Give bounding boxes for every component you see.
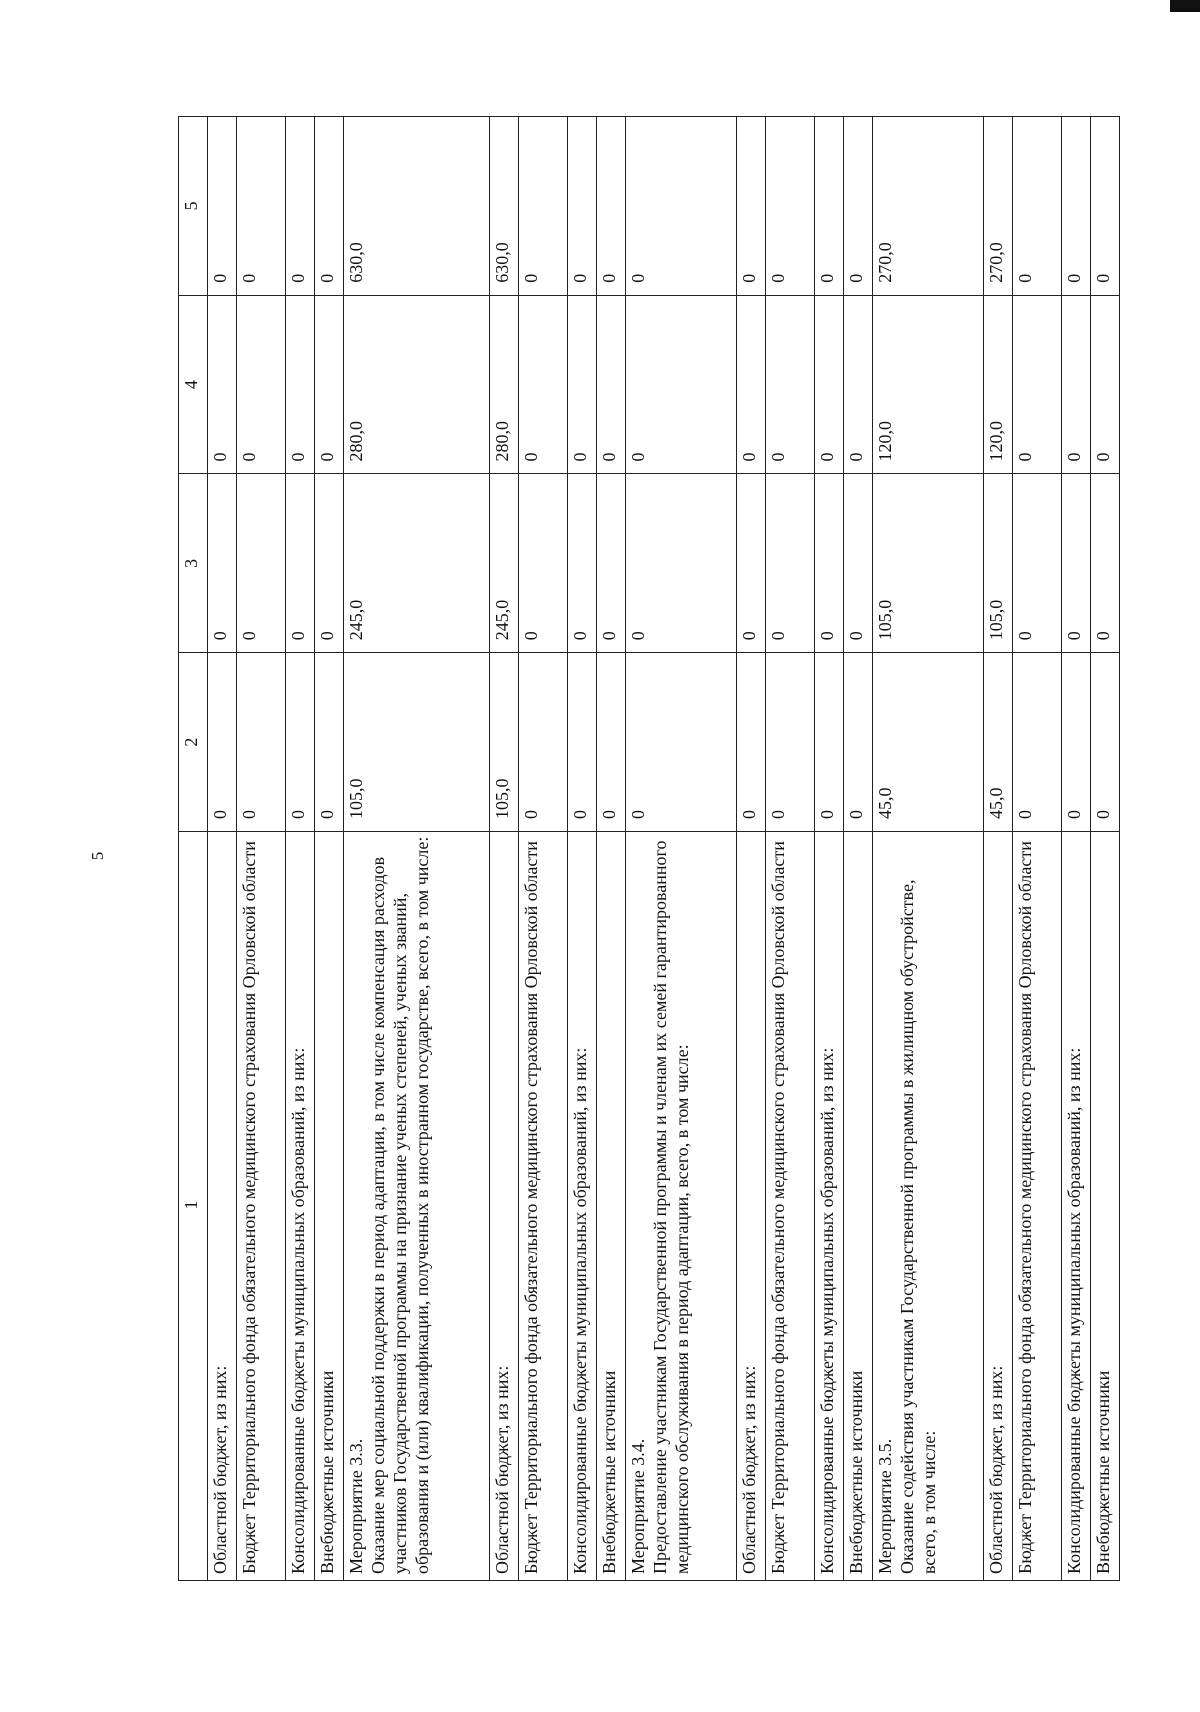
table-row — [597, 117, 626, 1581]
table-row — [568, 117, 597, 1581]
value-cell: 120,0 — [984, 295, 1013, 474]
value-cell: 0 — [1062, 653, 1091, 832]
value-cell: 0 — [208, 474, 237, 653]
table-row — [208, 117, 237, 1581]
value-cell: 45,0 — [984, 653, 1013, 832]
value-cell: 245,0 — [490, 474, 519, 653]
value-cell: 0 — [844, 474, 873, 653]
row-label — [626, 832, 737, 1581]
table-row — [1013, 117, 1062, 1581]
value-cell: 0 — [519, 653, 568, 832]
measure-title: Мероприятие 3.4. — [628, 1438, 649, 1574]
header-cell: 3 — [179, 474, 208, 653]
value-cell: 0 — [815, 653, 844, 832]
value-cell: 0 — [766, 474, 815, 653]
row-label: Бюджет Территориального фонда обязательного медицинского страхования Орловской области — [237, 832, 286, 1581]
value-cell: 270,0 — [873, 117, 984, 296]
value-cell: 0 — [597, 295, 626, 474]
value-cell: 0 — [815, 295, 844, 474]
value-cell: 0 — [737, 653, 766, 832]
value-cell: 0 — [315, 653, 344, 832]
value-cell: 0 — [766, 295, 815, 474]
value-cell: 0 — [568, 653, 597, 832]
row-label: Консолидированные бюджеты муниципальных образований, из них: — [568, 832, 597, 1581]
table-row — [626, 117, 737, 1581]
row-label: Областной бюджет, из них: — [208, 832, 237, 1581]
row-label: Внебюджетные источники — [597, 832, 626, 1581]
value-cell: 45,0 — [873, 653, 984, 832]
table-row — [286, 117, 315, 1581]
budget-table — [178, 116, 1120, 1581]
table-header-row — [179, 117, 208, 1581]
value-cell: 0 — [844, 653, 873, 832]
value-cell: 270,0 — [984, 117, 1013, 296]
table-row — [519, 117, 568, 1581]
table-row — [1062, 117, 1091, 1581]
value-cell: 280,0 — [490, 295, 519, 474]
value-cell: 0 — [519, 295, 568, 474]
value-cell: 0 — [815, 117, 844, 296]
table-row — [315, 117, 344, 1581]
row-label: Внебюджетные источники — [1091, 832, 1120, 1581]
value-cell: 0 — [766, 653, 815, 832]
row-label — [344, 832, 490, 1581]
header-cell: 1 — [179, 832, 208, 1581]
value-cell: 0 — [208, 295, 237, 474]
value-cell: 0 — [1091, 117, 1120, 296]
value-cell: 0 — [315, 295, 344, 474]
table-row — [984, 117, 1013, 1581]
table-row — [844, 117, 873, 1581]
measure-description: Оказание мер социальной поддержки в период адаптации, в том числе компенсация расходов участников Государственной программы на признание ученых степеней, ученых званий, образования и (или) квалификации, полученных в иностранном государстве, всего, в том числе: — [368, 836, 432, 1574]
measure-title: Мероприятие 3.3. — [346, 1438, 366, 1574]
row-label: Консолидированные бюджеты муниципальных образований, из них: — [1062, 832, 1091, 1581]
row-label: Бюджет Территориального фонда обязательного медицинского страхования Орловской области — [1013, 832, 1062, 1581]
value-cell: 0 — [237, 653, 286, 832]
value-cell: 0 — [286, 474, 315, 653]
row-label: Внебюджетные источники — [315, 832, 344, 1581]
table-row — [873, 117, 984, 1581]
value-cell: 0 — [1013, 474, 1062, 653]
row-label: Областной бюджет, из них: — [984, 832, 1013, 1581]
row-label: Областной бюджет, из них: — [737, 832, 766, 1581]
value-cell: 0 — [1062, 117, 1091, 296]
measure-title: Мероприятие 3.5. — [875, 1438, 896, 1574]
value-cell: 0 — [597, 474, 626, 653]
value-cell: 0 — [568, 295, 597, 474]
value-cell: 0 — [737, 474, 766, 653]
value-cell: 105,0 — [490, 653, 519, 832]
value-cell: 0 — [286, 653, 315, 832]
value-cell: 0 — [237, 117, 286, 296]
table-row — [737, 117, 766, 1581]
row-label: Бюджет Территориального фонда обязательного медицинского страхования Орловской области — [519, 832, 568, 1581]
header-cell: 5 — [179, 117, 208, 296]
value-cell: 0 — [815, 474, 844, 653]
value-cell: 0 — [597, 653, 626, 832]
value-cell: 245,0 — [344, 474, 490, 653]
row-label: Консолидированные бюджеты муниципальных образований, из них: — [286, 832, 315, 1581]
value-cell: 0 — [286, 117, 315, 296]
value-cell: 0 — [315, 117, 344, 296]
value-cell: 0 — [568, 117, 597, 296]
corner-mark — [1170, 0, 1200, 12]
value-cell: 280,0 — [344, 295, 490, 474]
value-cell: 0 — [286, 295, 315, 474]
value-cell: 0 — [315, 474, 344, 653]
value-cell: 0 — [597, 117, 626, 296]
measure-description: Предоставление участникам Государственной программы и членам их семей гарантированного медицинского обслуживания в период адаптации, всего, в том числе: — [650, 840, 693, 1574]
value-cell: 630,0 — [344, 117, 490, 296]
row-label: Внебюджетные источники — [844, 832, 873, 1581]
value-cell: 0 — [208, 653, 237, 832]
rotated-table-container — [178, 116, 1120, 1581]
value-cell: 0 — [1091, 295, 1120, 474]
value-cell: 0 — [844, 295, 873, 474]
row-label: Бюджет Территориального фонда обязательного медицинского страхования Орловской области — [766, 832, 815, 1581]
value-cell: 0 — [1091, 474, 1120, 653]
value-cell: 0 — [737, 117, 766, 296]
value-cell: 0 — [568, 474, 597, 653]
value-cell: 0 — [626, 474, 737, 653]
table-row — [237, 117, 286, 1581]
value-cell: 105,0 — [984, 474, 1013, 653]
header-cell: 4 — [179, 295, 208, 474]
value-cell: 0 — [1013, 295, 1062, 474]
table-row — [766, 117, 815, 1581]
value-cell: 0 — [1062, 295, 1091, 474]
value-cell: 0 — [844, 117, 873, 296]
table-row — [815, 117, 844, 1581]
value-cell: 0 — [208, 117, 237, 296]
value-cell: 0 — [1062, 474, 1091, 653]
value-cell: 0 — [626, 117, 737, 296]
value-cell: 0 — [519, 474, 568, 653]
value-cell: 0 — [737, 295, 766, 474]
value-cell: 0 — [519, 117, 568, 296]
table-row — [1091, 117, 1120, 1581]
row-label — [873, 832, 984, 1581]
value-cell: 0 — [626, 295, 737, 474]
row-label: Областной бюджет, из них: — [490, 832, 519, 1581]
table-row — [490, 117, 519, 1581]
value-cell: 0 — [1091, 653, 1120, 832]
value-cell: 120,0 — [873, 295, 984, 474]
value-cell: 0 — [766, 117, 815, 296]
header-cell: 2 — [179, 653, 208, 832]
table-row — [344, 117, 490, 1581]
value-cell: 0 — [626, 653, 737, 832]
value-cell: 0 — [237, 295, 286, 474]
value-cell: 0 — [1013, 653, 1062, 832]
value-cell: 105,0 — [344, 653, 490, 832]
page-number: 5 — [88, 851, 107, 861]
value-cell: 0 — [237, 474, 286, 653]
value-cell: 105,0 — [873, 474, 984, 653]
value-cell: 630,0 — [490, 117, 519, 296]
measure-description: Оказание содействия участникам Государственной программы в жилищном обустройстве, всего, в том числе: — [897, 879, 940, 1574]
value-cell: 0 — [1013, 117, 1062, 296]
row-label: Консолидированные бюджеты муниципальных образований, из них: — [815, 832, 844, 1581]
